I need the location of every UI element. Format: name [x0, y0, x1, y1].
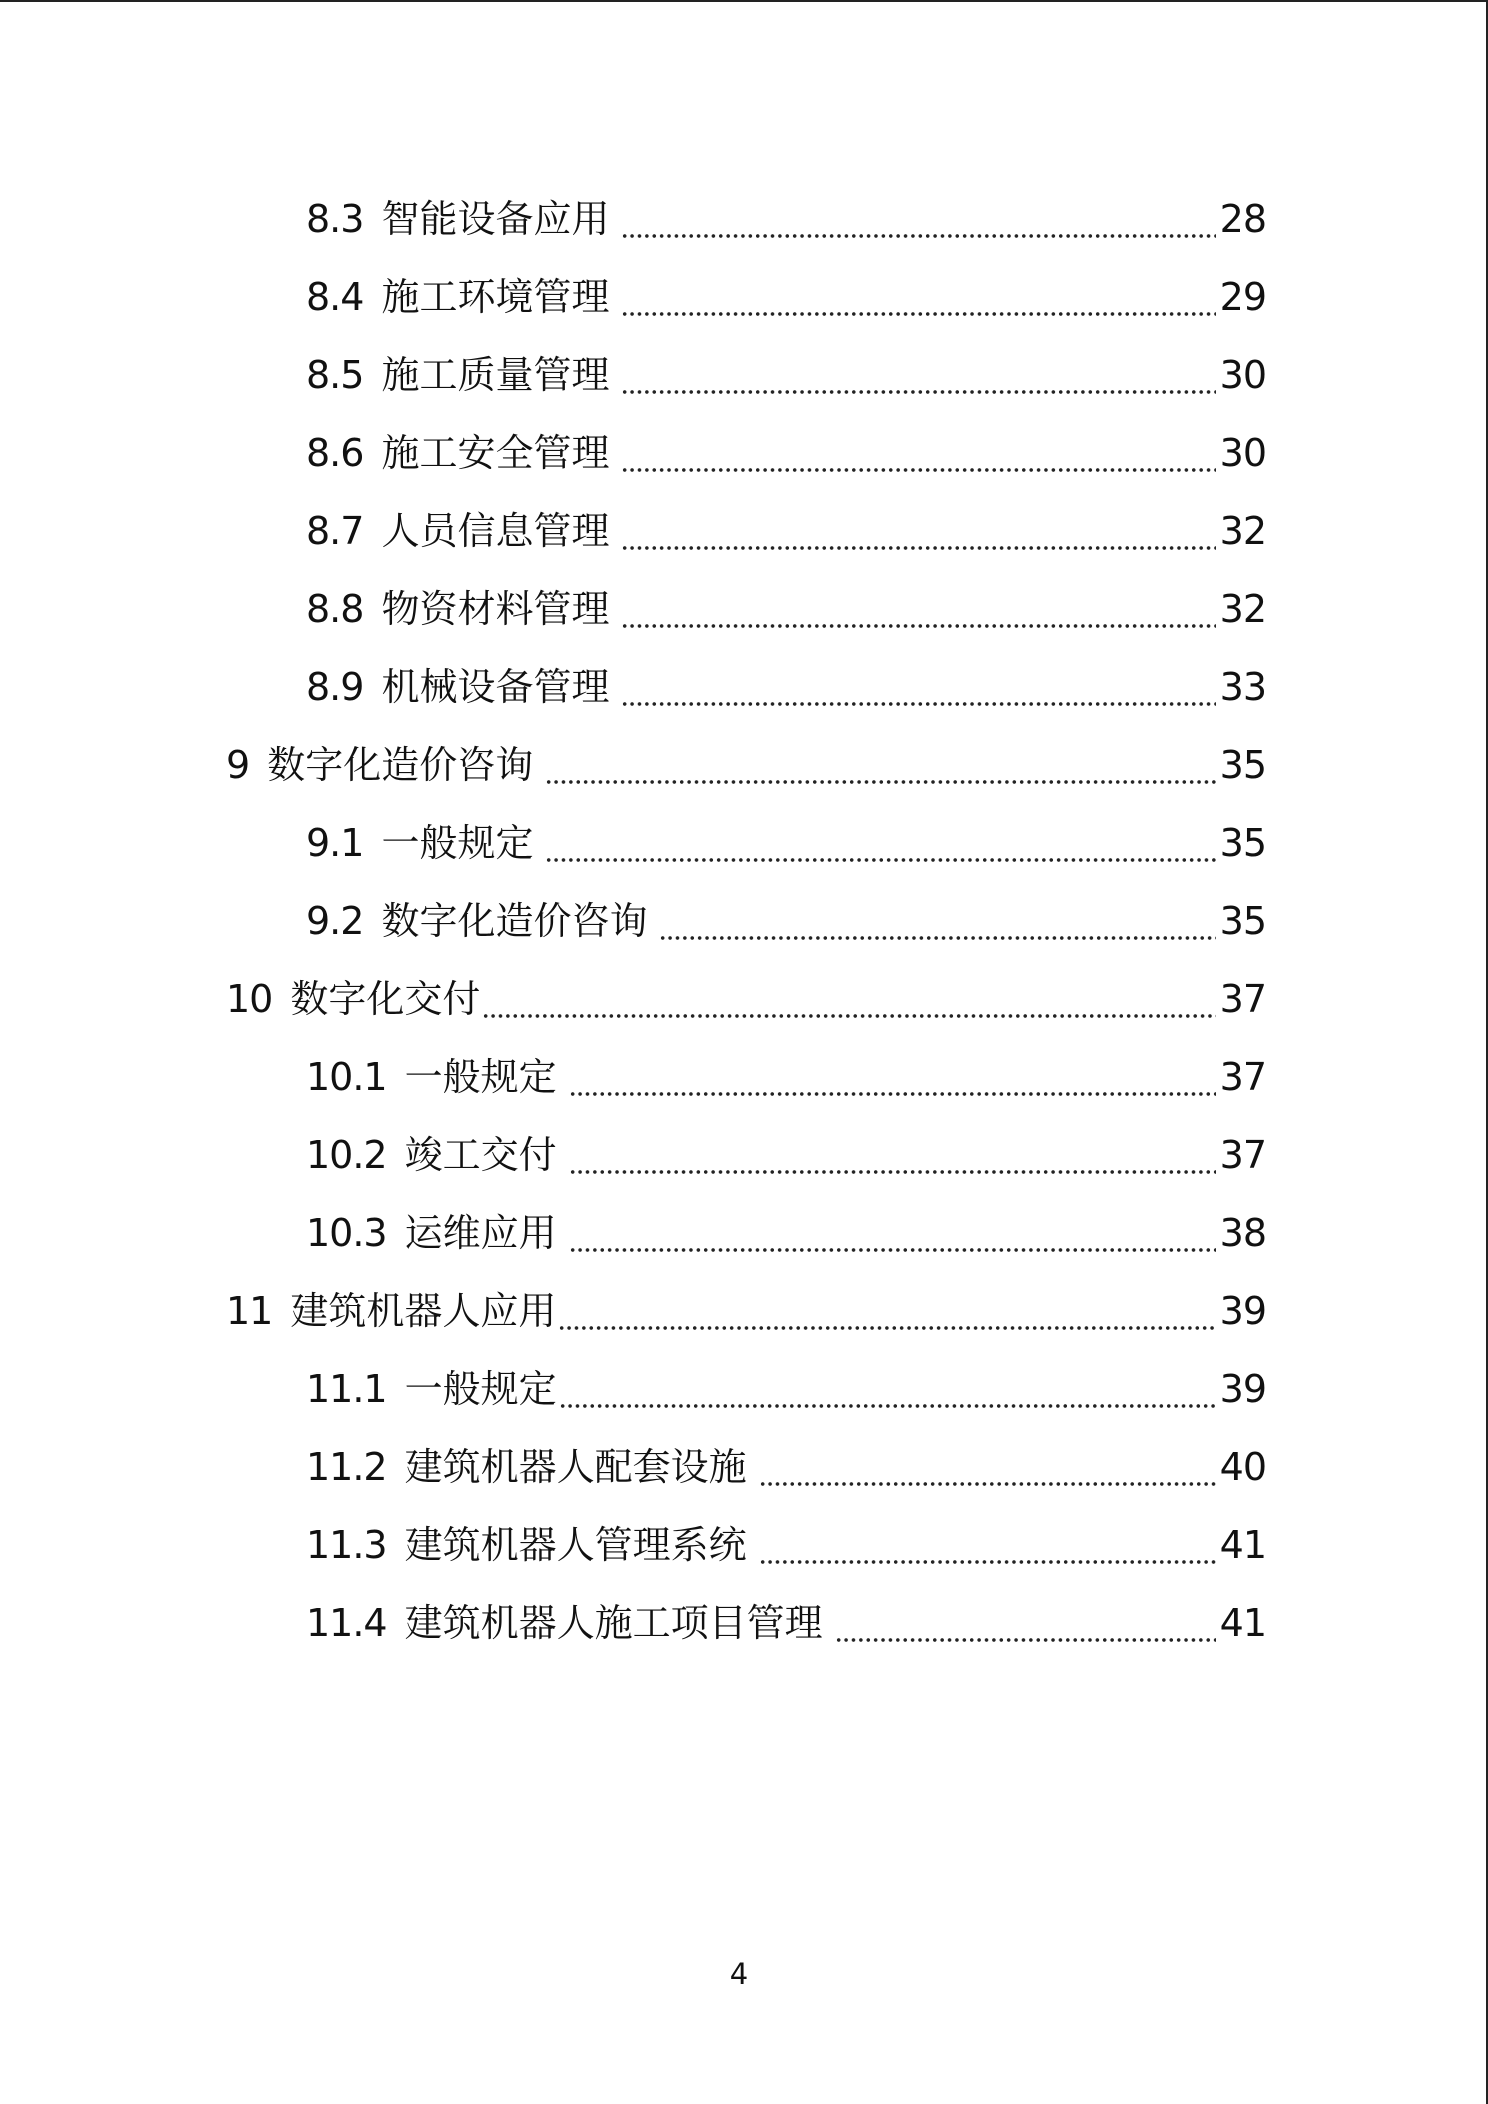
dot-leader	[558, 1281, 1215, 1341]
toc-entry-8-9[interactable]	[306, 657, 1266, 717]
toc-entry-10-1[interactable]	[306, 1047, 1266, 1107]
toc-entry-title: 建筑机器人施工项目管理	[404, 1601, 823, 1645]
toc-entry-page: 35	[1219, 899, 1266, 943]
toc-entry-number: 8.4	[306, 275, 364, 319]
toc-entry-page: 32	[1219, 587, 1266, 631]
toc-entry-title: 数字化交付	[290, 977, 481, 1021]
toc-entry-page: 29	[1219, 275, 1266, 319]
toc-entry-number: 10.3	[306, 1211, 387, 1255]
toc-entry-page: 33	[1219, 665, 1266, 709]
dot-leader	[621, 579, 1215, 639]
toc-entry-number: 9.1	[306, 821, 364, 865]
toc-entry-8-5[interactable]	[306, 345, 1266, 405]
toc-entry-9-2[interactable]	[306, 891, 1266, 951]
toc-entry-page: 37	[1219, 1055, 1266, 1099]
toc-entry-number: 10.1	[306, 1055, 387, 1099]
toc-entry-number: 11.4	[306, 1601, 387, 1645]
toc-entry-page: 30	[1219, 431, 1266, 475]
toc-entry-title: 智能设备应用	[381, 197, 610, 241]
dot-leader	[569, 1125, 1216, 1185]
toc-entry-title: 数字化造价咨询	[381, 899, 648, 943]
toc-entry-title: 一般规定	[404, 1367, 557, 1411]
dot-leader	[621, 189, 1215, 249]
toc-entry-11-1[interactable]	[306, 1359, 1266, 1419]
toc-entry-number: 11.2	[306, 1445, 387, 1489]
toc-entry-8-3[interactable]	[306, 189, 1266, 249]
toc-entry-number: 11.3	[306, 1523, 387, 1567]
toc-entry-title: 物资材料管理	[381, 587, 610, 631]
toc-entry-title: 施工质量管理	[381, 353, 610, 397]
dot-leader	[569, 1047, 1216, 1107]
toc-entry-page: 39	[1219, 1289, 1266, 1333]
toc-entry-title: 施工环境管理	[381, 275, 610, 319]
toc-entry-number: 8.5	[306, 353, 364, 397]
toc-entry-page: 35	[1219, 821, 1266, 865]
toc-entry-number: 8.6	[306, 431, 364, 475]
toc-entry-10-2[interactable]	[306, 1125, 1266, 1185]
dot-leader	[621, 267, 1215, 327]
toc-entry-page: 40	[1219, 1445, 1266, 1489]
toc-entry-title: 竣工交付	[404, 1133, 557, 1177]
toc-entry-number: 8.3	[306, 197, 364, 241]
toc-entry-number: 11.1	[306, 1367, 387, 1411]
toc-entry-title: 机械设备管理	[381, 665, 610, 709]
toc-entry-title: 建筑机器人应用	[290, 1289, 557, 1333]
toc-entry-number: 10	[226, 977, 273, 1021]
dot-leader	[621, 657, 1215, 717]
toc-entry-title: 数字化造价咨询	[267, 743, 534, 787]
toc-entry-number: 8.8	[306, 587, 364, 631]
toc-entry-number: 8.9	[306, 665, 364, 709]
toc-entry-number: 10.2	[306, 1133, 387, 1177]
dot-leader	[835, 1593, 1216, 1653]
toc-entry-title: 一般规定	[404, 1055, 557, 1099]
dot-leader	[621, 423, 1215, 483]
toc-entry-9-1[interactable]	[306, 813, 1266, 873]
toc-entry-9[interactable]	[226, 735, 1266, 795]
toc-entry-10[interactable]	[226, 969, 1266, 1029]
page-number: 4	[729, 1957, 749, 1991]
toc-entry-title: 运维应用	[404, 1211, 557, 1255]
dot-leader	[621, 345, 1215, 405]
dot-leader	[659, 891, 1215, 951]
toc-entry-11[interactable]	[226, 1281, 1266, 1341]
toc-entry-number: 9.2	[306, 899, 364, 943]
dot-leader	[569, 1203, 1216, 1263]
dot-leader	[759, 1515, 1216, 1575]
toc-entry-number: 8.7	[306, 509, 364, 553]
toc-entry-page: 38	[1219, 1211, 1266, 1255]
toc-entry-title: 人员信息管理	[381, 509, 610, 553]
toc-entry-title: 一般规定	[381, 821, 534, 865]
dot-leader	[559, 1359, 1216, 1419]
toc-entry-title: 建筑机器人配套设施	[404, 1445, 747, 1489]
toc-entry-number: 11	[226, 1289, 273, 1333]
toc-entry-page: 35	[1219, 743, 1266, 787]
toc-entry-10-3[interactable]	[306, 1203, 1266, 1263]
toc-entry-8-8[interactable]	[306, 579, 1266, 639]
toc-entry-title: 施工安全管理	[381, 431, 610, 475]
dot-leader	[759, 1437, 1216, 1497]
toc-entry-page: 30	[1219, 353, 1266, 397]
toc-entry-page: 32	[1219, 509, 1266, 553]
toc-entry-11-4[interactable]	[306, 1593, 1266, 1653]
toc-entry-11-2[interactable]	[306, 1437, 1266, 1497]
dot-leader	[482, 969, 1215, 1029]
toc-entry-8-7[interactable]	[306, 501, 1266, 561]
dot-leader	[621, 501, 1215, 561]
toc-entry-page: 28	[1219, 197, 1266, 241]
dot-leader	[545, 813, 1215, 873]
toc-entry-11-3[interactable]	[306, 1515, 1266, 1575]
toc-entry-8-4[interactable]	[306, 267, 1266, 327]
toc-entry-page: 37	[1219, 1133, 1266, 1177]
dot-leader	[545, 735, 1215, 795]
toc-entry-page: 39	[1219, 1367, 1266, 1411]
toc-entry-number: 9	[226, 743, 250, 787]
toc-entry-page: 37	[1219, 977, 1266, 1021]
toc-entry-8-6[interactable]	[306, 423, 1266, 483]
toc-entry-title: 建筑机器人管理系统	[404, 1523, 747, 1567]
toc-entry-page: 41	[1219, 1523, 1266, 1567]
toc-entry-page: 41	[1219, 1601, 1266, 1645]
